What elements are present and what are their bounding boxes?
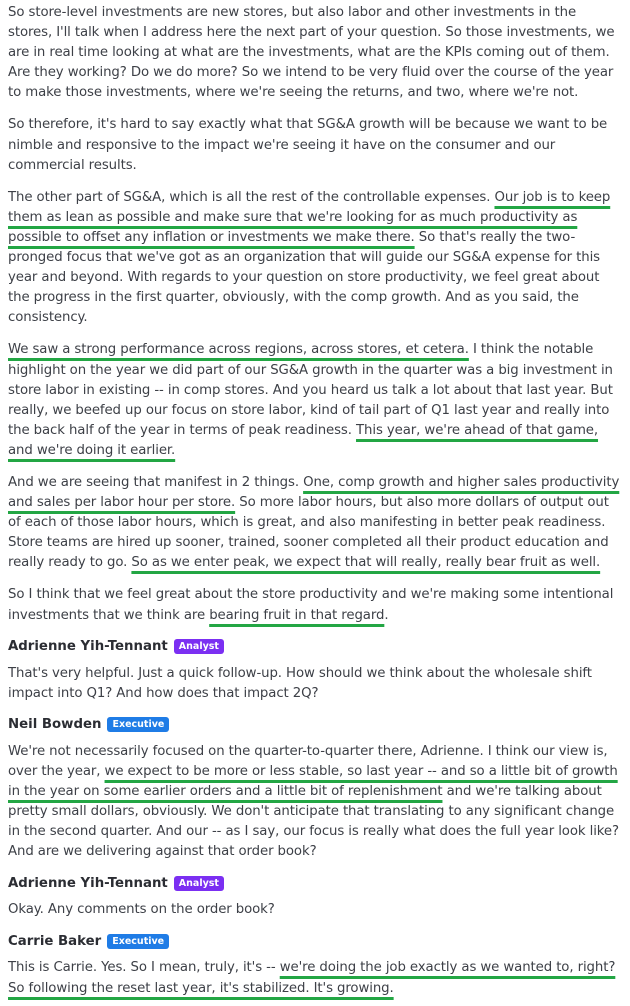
speaker-name[interactable]: Adrienne Yih-Tennant: [8, 875, 168, 891]
speaker-header: [8, 874, 622, 892]
highlighted-text: Our job is to keep them as lean as possible and make sure that we're looking for as much productivity as possible to offset any inflation or investments we make there.: [8, 189, 611, 245]
paragraph: [8, 585, 622, 625]
paragraph: So therefore, it's hard to say exactly what that SG&A growth will be because we want to be nimble and responsive to the impact we're seeing it have on the consumer and our commercial results.: [8, 117, 608, 173]
paragraph: [8, 742, 622, 863]
role-badge: Analyst: [174, 876, 224, 891]
speaker-header: [8, 638, 622, 656]
text: .: [384, 607, 389, 623]
highlighted-text: One, comp growth and higher sales productivity and sales per labor hour per store.: [8, 474, 620, 511]
paragraph: [8, 473, 622, 573]
text: We're not necessarily focused on the quarter-to-quarter there, Adrienne. I think our view is, over the year,: [8, 743, 608, 779]
text: This is Carrie. Yes. So I mean, truly, it's --: [8, 960, 280, 976]
text: So more labor hours, but also more dollars of output out of each of those labor hours, which is great, and also manifesting in better peak readiness. Store teams are hired up sooner, trained, sooner completed all their product education and really ready to go.: [8, 495, 609, 571]
speaker-name[interactable]: Adrienne Yih-Tennant: [8, 639, 168, 655]
text: So that's really the two-pronged focus that we've got as an organization that will guide our SG&A expense for this year and beyond. With regards to your question on store productivity, we feel great about the progress in the first quarter, obviously, with the comp growth. And as you said, the consistency.: [8, 229, 601, 326]
text: And we are seeing that manifest in 2 things.: [8, 474, 304, 490]
text: The other part of SG&A, which is all the rest of the controllable expenses.: [8, 189, 495, 205]
highlighted-text: we're doing the job exactly as we wanted to, right? So following the reset last year, it's stabilized. It's growing.: [8, 960, 616, 996]
paragraph: Okay. Any comments on the order book?: [8, 902, 275, 918]
speaker-header: [8, 932, 622, 950]
speaker-header: [8, 716, 622, 734]
highlighted-text: This year, we're ahead of that game, and we're doing it earlier.: [8, 422, 599, 458]
text: So I think that we feel great about the store productivity and we're making some intentional investments that we think are: [8, 587, 614, 623]
role-badge: Executive: [107, 934, 169, 949]
speaker-name[interactable]: Carrie Baker: [8, 933, 102, 949]
speaker-name[interactable]: Neil Bowden: [8, 717, 102, 733]
paragraph: That's very helpful. Just a quick follow-up. How should we think about the wholesale shift impact into Q1? And how does that impact 2Q?: [8, 665, 592, 701]
role-badge: Executive: [107, 717, 169, 732]
paragraph: [8, 340, 622, 461]
highlighted-text: we expect to be more or less stable, so last year -- and so a little bit of growth in the year on some earlier orders and a little bit of replenishment: [8, 763, 618, 799]
highlighted-text: We saw a strong performance across regions, across stores, et cetera.: [8, 342, 469, 358]
text: I think the notable highlight on the year we did part of our SG&A growth in the quarter was a big investment in store labor in existing -- in comp stores. And you heard us talk a lot about that last year. But really, we beefed up our focus on store labor, kind of tail part of Q1 last year and really into the back half of the year in terms of peak readiness.: [8, 342, 613, 438]
paragraph: [8, 188, 622, 329]
highlighted-text: bearing fruit in that regard: [209, 607, 385, 623]
role-badge: Analyst: [174, 639, 224, 654]
paragraph: [8, 958, 622, 998]
highlighted-text: So as we enter peak, we expect that will really, really bear fruit as well.: [131, 555, 601, 571]
paragraph: So store-level investments are new stores, but also labor and other investments in the stores, I'll talk when I address here the next part of your question. So those investments, we are in real time looking at what are the investments, what are the KPIs coming out of them. Are they working? Do we do more? So we intend to be very fluid over the course of the year to make those investments, where we're seeing the returns, and two, where we're not.: [8, 5, 615, 101]
text: and we're talking about pretty small dollars, obviously. We don't anticipate that translating to any significant change in the second quarter. And our -- as I say, our focus is really what does the full year look like? And are we delivering against that order book?: [8, 784, 619, 860]
